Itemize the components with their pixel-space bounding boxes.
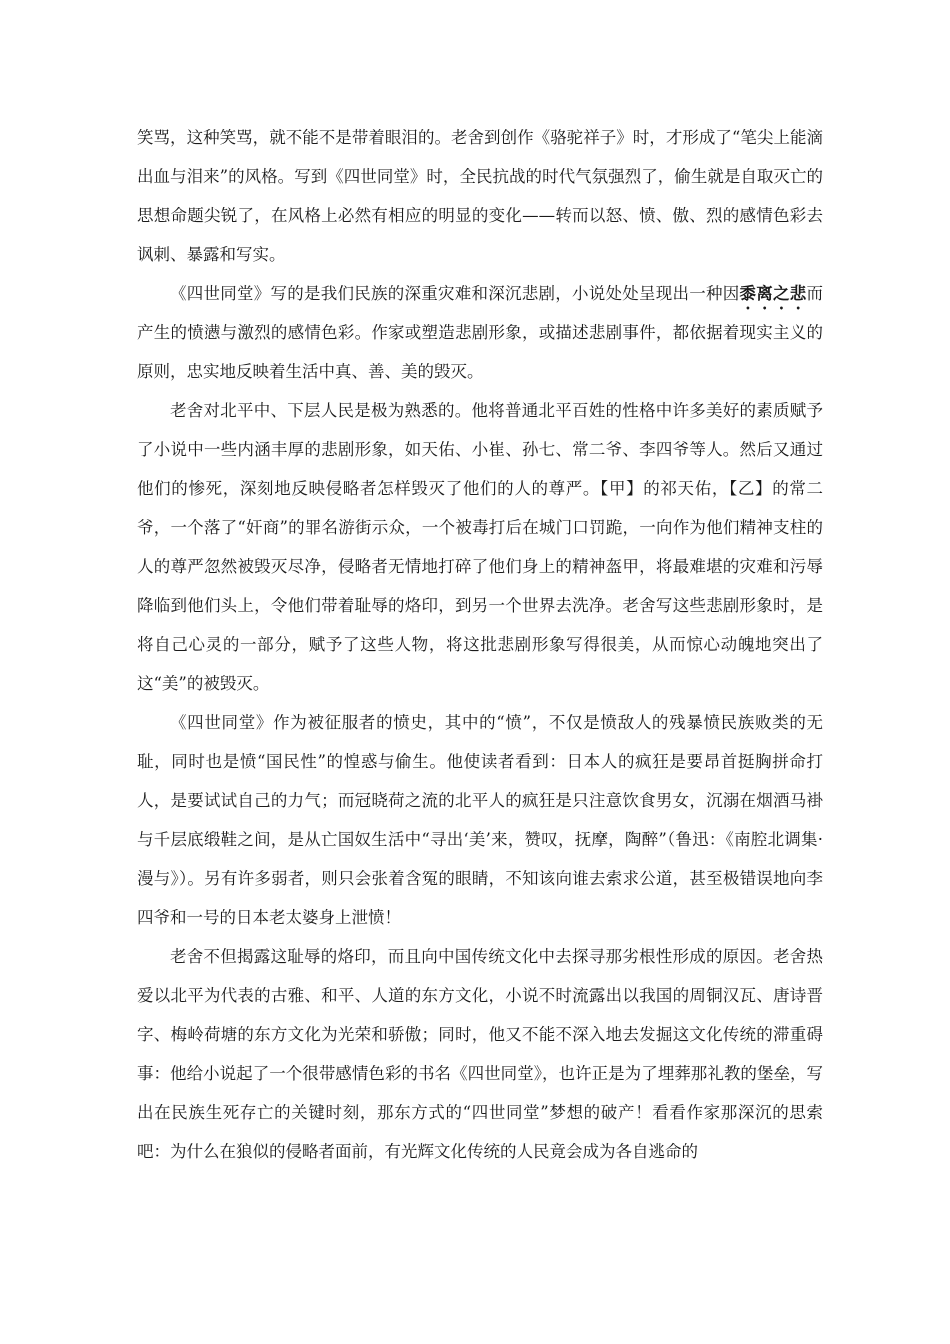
paragraph-5: 老舍不但揭露这耻辱的烙印，而且向中国传统文化中去探寻那劣根性形成的原因。老舍热爱以北平为代表的古雅、和平、人道的东方文化，小说不时流露出以我国的周铜汉瓦、唐诗晋字、梅岭荷塘的东方文化为光荣和骄傲；同时，他又不能不深入地去发掘这文化传统的滞重碍事：他给小说起了一个很带感情色彩的书名《四世同堂》，也许正是为了埋葬那礼教的堡垒，写出在民族生死存亡的关键时刻，那东方式的“四世同堂”梦想的破产！看看作家那深沉的思索吧：为什么在狼似的侵略者面前，有光辉文化传统的人民竟会成为各自逃命的 xyxy=(137,947,823,1161)
document-page xyxy=(137,118,823,1171)
emphasized-phrase: 黍离之悲 xyxy=(739,284,807,303)
paragraph-2-after: 而产生的愤懑与激烈的感情色彩。作家或塑造悲剧形象，或描述悲剧事件，都依据着现实主义的原则，忠实地反映着生活中真、善、美的毁灭。 xyxy=(137,284,823,381)
paragraph-3: 老舍对北平中、下层人民是极为熟悉的。他将普通北平百姓的性格中许多美好的素质赋予了小说中一些内涵丰厚的悲剧形象，如天佑、小崔、孙七、常二爷、李四爷等人。然后又通过他们的惨死，深刻地反映侵略者怎样毁灭了他们的人的尊严。【甲】的祁天佑，【乙】的常二爷，一个落了“奸商”的罪名游街示众，一个被毒打后在城门口罚跪，一向作为他们精神支柱的人的尊严忽然被毁灭尽净，侵略者无情地打碎了他们身上的精神盔甲，将最难堪的灾难和污辱降临到他们头上，令他们带着耻辱的烙印，到另一个世界去洗净。老舍写这些悲剧形象时，是将自己心灵的一部分，赋予了这些人物，将这批悲剧形象写得很美，从而惊心动魄地突出了这“美”的被毁灭。 xyxy=(137,401,823,693)
paragraph-4: 《四世同堂》作为被征服者的愤史，其中的“愤”，不仅是愤敌人的残暴愤民族败类的无耻，同时也是愤“国民性”的惶惑与偷生。他使读者看到：日本人的疯狂是要昂首挺胸拼命打人，是要试试自己的力气；而冠晓荷之流的北平人的疯狂是只注意饮食男女，沉溺在烟酒马褂与千层底缎鞋之间，是从亡国奴生活中“寻出‘美’来，赞叹，抚摩，陶醉”（鲁迅：《南腔北调集·漫与》）。另有许多弱者，则只会张着含冤的眼睛，不知该向谁去索求公道，甚至极错误地向李四爷和一号的日本老太婆身上泄愤！ xyxy=(137,713,823,927)
paragraph-2-before: 《四世同堂》写的是我们民族的深重灾难和深沉悲剧，小说处处呈现出一种因 xyxy=(170,284,740,303)
paragraph-2 xyxy=(137,274,823,391)
paragraph-1: 笑骂，这种笑骂，就不能不是带着眼泪的。老舍到创作《骆驼祥子》时，才形成了“笔尖上能滴出血与泪来”的风格。写到《四世同堂》时，全民抗战的时代气氛强烈了，偷生就是自取灭亡的思想命题尖锐了，在风格上必然有相应的明显的变化——转而以怒、愤、傲、烈的感情色彩去讽刺、暴露和写实。 xyxy=(137,128,823,264)
